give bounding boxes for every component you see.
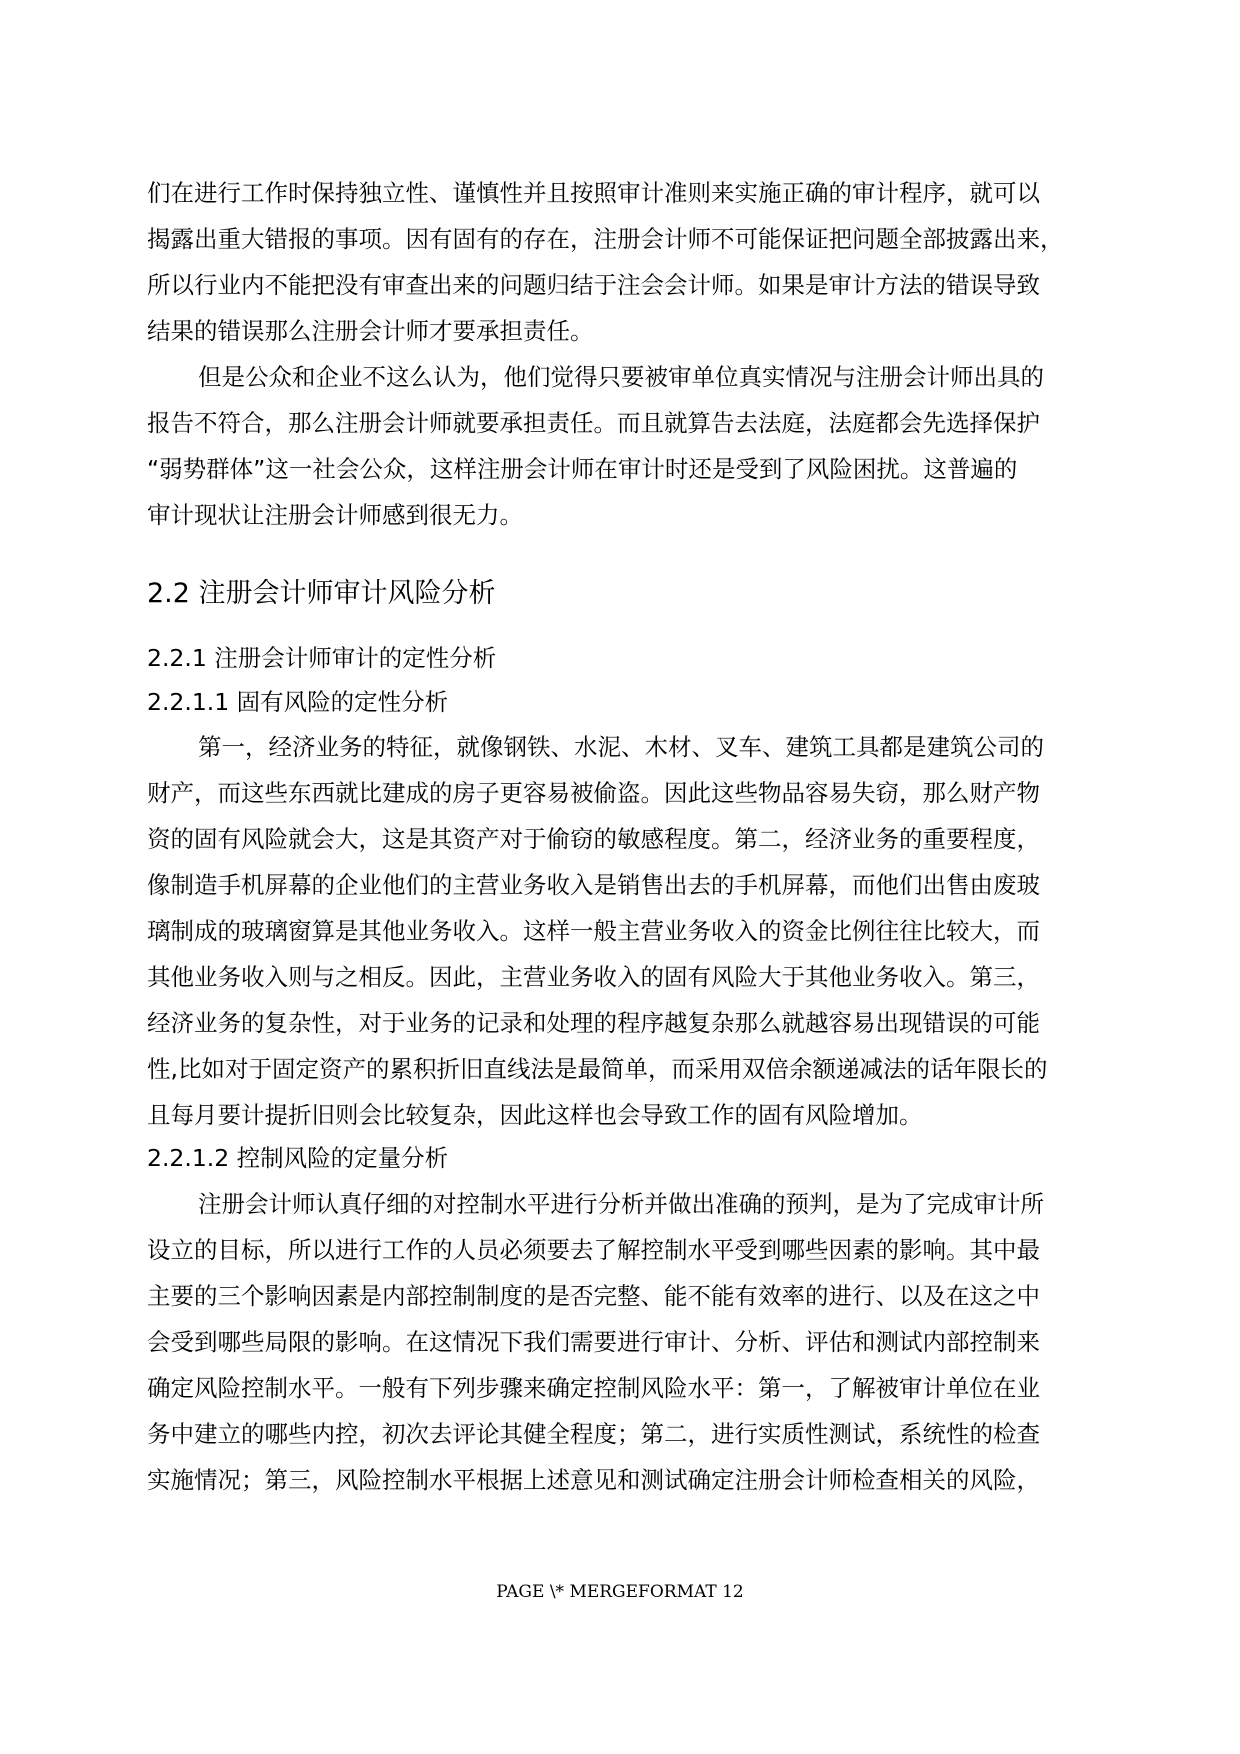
text-line: 但是公众和企业不这么认为，他们觉得只要被审单位真实情况与注册会计师出具的 bbox=[198, 363, 1044, 391]
text-line: 结果的错误那么注册会计师才要承担责任。 bbox=[147, 317, 594, 345]
text-line: 务中建立的哪些内控，初次去评论其健全程度；第二，进行实质性测试，系统性的检查 bbox=[147, 1420, 1040, 1448]
text-line: 第一，经济业务的特征，就像钢铁、水泥、木材、叉车、建筑工具都是建筑公司的 bbox=[198, 733, 1044, 761]
text-line: 且每月要计提折旧则会比较复杂，因此这样也会导致工作的固有风险增加。 bbox=[147, 1101, 923, 1129]
page-footer: PAGE \* MERGEFORMAT 12 bbox=[496, 1582, 744, 1602]
text-line: 审计现状让注册会计师感到很无力。 bbox=[147, 501, 523, 529]
text-line: 经济业务的复杂性，对于业务的记录和处理的程序越复杂那么就越容易出现错误的可能 bbox=[147, 1009, 1040, 1037]
text-line: 确定风险控制水平。一般有下列步骤来确定控制风险水平：第一，了解被审计单位在业 bbox=[147, 1374, 1040, 1402]
text-line: 璃制成的玻璃窗算是其他业务收入。这样一般主营业务收入的资金比例往往比较大，而 bbox=[147, 917, 1040, 945]
text-line: 财产，而这些东西就比建成的房子更容易被偷盗。因此这些物品容易失窃，那么财产物 bbox=[147, 779, 1040, 807]
text-line: “弱势群体”这一社会公众，这样注册会计师在审计时还是受到了风险困扰。这普遍的 bbox=[147, 455, 1018, 483]
text-line: 实施情况；第三，风险控制水平根据上述意见和测试确定注册会计师检查相关的风险， bbox=[147, 1466, 1040, 1494]
subsubsection-heading: 2.2.1.2 控制风险的定量分析 bbox=[147, 1144, 449, 1172]
text-line: 会受到哪些局限的影响。在这情况下我们需要进行审计、分析、评估和测试内部控制来 bbox=[147, 1328, 1040, 1356]
subsubsection-heading: 2.2.1.1 固有风险的定性分析 bbox=[147, 688, 449, 716]
text-line: 揭露出重大错报的事项。因有固有的存在，注册会计师不可能保证把问题全部披露出来， bbox=[147, 225, 1064, 253]
section-heading: 2.2 注册会计师审计风险分析 bbox=[147, 578, 496, 609]
text-line: 们在进行工作时保持独立性、谨慎性并且按照审计准则来实施正确的审计程序，就可以 bbox=[147, 179, 1040, 207]
text-line: 像制造手机屏幕的企业他们的主营业务收入是销售出去的手机屏幕，而他们出售由废玻 bbox=[147, 871, 1040, 899]
text-line: 注册会计师认真仔细的对控制水平进行分析并做出准确的预判，是为了完成审计所 bbox=[198, 1190, 1044, 1218]
text-line: 资的固有风险就会大，这是其资产对于偷窃的敏感程度。第二，经济业务的重要程度， bbox=[147, 825, 1040, 853]
text-line: 所以行业内不能把没有审查出来的问题归结于注会会计师。如果是审计方法的错误导致 bbox=[147, 271, 1040, 299]
text-line: 其他业务收入则与之相反。因此，主营业务收入的固有风险大于其他业务收入。第三， bbox=[147, 963, 1040, 991]
text-line: 性,比如对于固定资产的累积折旧直线法是最简单，而采用双倍余额递减法的话年限长的 bbox=[147, 1055, 1048, 1083]
text-line: 主要的三个影响因素是内部控制制度的是否完整、能不能有效率的进行、以及在这之中 bbox=[147, 1282, 1040, 1310]
subsection-heading: 2.2.1 注册会计师审计的定性分析 bbox=[147, 644, 497, 672]
text-line: 报告不符合，那么注册会计师就要承担责任。而且就算告去法庭，法庭都会先选择保护 bbox=[147, 409, 1040, 437]
text-line: 设立的目标，所以进行工作的人员必须要去了解控制水平受到哪些因素的影响。其中最 bbox=[147, 1236, 1040, 1264]
